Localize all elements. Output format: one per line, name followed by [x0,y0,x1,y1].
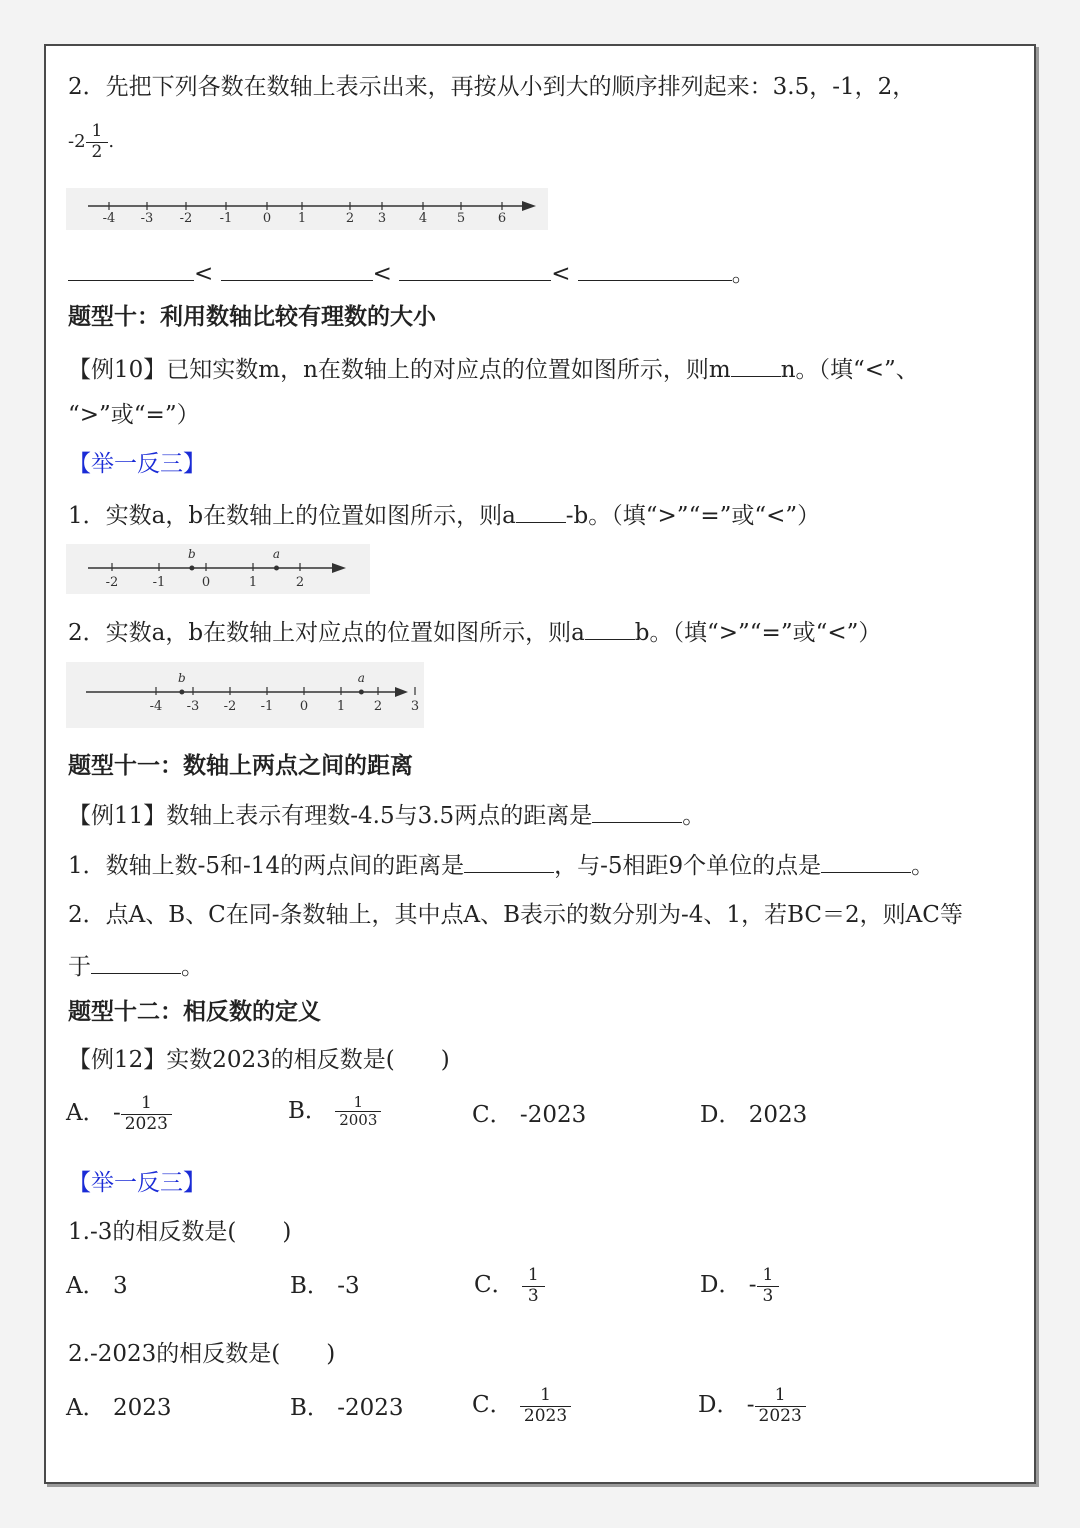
option-label: B． [290,1395,330,1421]
practice-1-question [68,502,820,528]
practice-1-blank[interactable] [516,502,566,523]
example-10-line-1 [68,356,919,382]
point-b-marker [189,566,194,571]
fraction-denominator: 2023 [523,1405,568,1426]
question-11-2-line-1: 2．点A、B、C在同-条数轴上，其中点A、B表示的数分别为-4、1，若BC＝2，则AC等 [68,902,963,928]
point-b-label: b [178,671,186,685]
axis-tick-label: 5 [456,211,466,226]
option-label: B． [290,1273,330,1299]
number-line-3 [66,662,424,728]
distance-blank[interactable] [464,852,554,873]
point-a-marker [274,566,279,571]
minus-sign: - [746,1392,755,1419]
axis-tick-label: -4 [102,211,116,226]
question-11-2-line-2 [68,953,204,979]
axis-tick-label: -2 [105,575,119,590]
fraction-numerator: 1 [86,122,109,143]
option-label: B． [288,1097,328,1124]
axis-tick-label: 2 [345,211,355,226]
example-12-option-b[interactable] [288,1094,381,1130]
question-11-2-text: 于 [68,954,91,980]
axis-tick-label: -4 [149,699,163,714]
axis-tick-label: 1 [336,699,346,714]
axis-tick-label: -2 [179,211,193,226]
axis-tick-label: -1 [152,575,166,590]
practice-heading: 【举一反三】 [68,1170,206,1196]
question-12-1-option-a[interactable] [66,1275,128,1298]
practice-2-blank[interactable] [585,619,635,640]
number-line-1 [66,188,548,230]
option-label: A． [66,1273,106,1299]
fraction [121,1094,172,1134]
option-label: C． [472,1102,513,1128]
fraction [520,1386,571,1426]
fraction-tail: . [108,131,115,153]
section-heading-11: 题型十一：数轴上两点之间的距离 [68,752,413,779]
question-12-1-option-d[interactable] [700,1266,779,1306]
example-10-text-tail: n。（填“<”、 [780,357,919,383]
point-b-marker [179,690,184,695]
fraction [335,1094,381,1130]
ac-blank[interactable] [91,953,181,974]
practice-2-question [68,619,881,645]
section-heading-12: 题型十二：相反数的定义 [68,998,321,1025]
axis-tick-label: -1 [260,699,274,714]
question-12-2: 2.-2023的相反数是( ) [68,1341,336,1367]
example-11-text: 【例11】数轴上表示有理数-4.5与3.5两点的距离是 [68,803,593,829]
practice-heading: 【举一反三】 [68,451,206,477]
axis-tick-label: 1 [248,575,258,590]
order-blank-1[interactable] [68,260,194,281]
fraction-numerator: 1 [520,1386,571,1407]
fraction-numerator: 1 [121,1094,172,1115]
less-than-sign: < [551,261,571,287]
example-12-option-a[interactable] [66,1094,172,1134]
less-than-sign: < [372,261,392,287]
axis-tick-label: 0 [201,575,211,590]
axis-tick-label: 4 [418,211,428,226]
question-11-1-text: 1．数轴上数-5和-14的两点间的距离是 [68,853,465,879]
option-label: A． [66,1100,106,1127]
fraction-denominator: 3 [527,1285,539,1306]
axis-tick-label: 1 [297,211,307,226]
option-label: C． [472,1392,513,1419]
question-12-1-option-c[interactable] [474,1266,545,1306]
practice-2-text: 2．实数a，b在数轴上对应点的位置如图所示，则a [68,620,585,646]
fraction-denominator: 2023 [758,1405,802,1426]
question-11-1-text-mid: ，与-5相距9个单位的点是 [554,853,822,879]
fraction-numerator: 1 [522,1266,545,1287]
option-label: A． [66,1395,106,1421]
option-label: D． [700,1102,742,1128]
question-12-2-option-c[interactable] [472,1386,571,1426]
practice-1-text: 1．实数a，b在数轴上的位置如图所示，则a [68,503,516,529]
fraction-numerator: 1 [335,1094,381,1112]
fraction-numerator: 1 [757,1266,780,1287]
fraction-numerator: 1 [755,1386,806,1407]
option-label: C． [474,1272,515,1299]
question-12-1: 1.-3的相反数是( ) [68,1219,292,1245]
example-10-blank[interactable] [731,356,781,377]
option-label: D． [698,1392,740,1419]
axis-tick-label: -2 [223,699,237,714]
point-blank[interactable] [821,852,911,873]
less-than-sign: < [194,261,214,287]
minus-sign: - [748,1272,757,1299]
example-10-text: 【例10】已知实数m，n在数轴上的对应点的位置如图所示，则m [68,357,731,383]
axis-tick-label: 3 [377,211,387,226]
question-12-2-option-b[interactable] [290,1397,404,1420]
order-blank-4[interactable] [578,260,732,281]
point-a-label: a [272,547,281,561]
fraction [757,1266,780,1306]
fraction-denominator: 2023 [124,1113,168,1134]
period: 。 [181,954,204,980]
option-value: -2023 [337,1395,404,1421]
axis-tick-label: 2 [373,699,383,714]
fraction-denominator: 3 [762,1285,774,1306]
order-blank-2[interactable] [221,260,373,281]
fraction [522,1266,545,1306]
option-value: -2023 [519,1102,587,1128]
order-blank-3[interactable] [399,260,551,281]
example-11-blank[interactable] [592,802,682,823]
axis-tick-label: -3 [140,211,154,226]
worksheet-page [44,44,1036,1484]
point-a-label: a [357,671,365,685]
mixed-fraction-neg-2-1-2 [68,122,114,162]
question-12-1-option-b[interactable] [290,1275,360,1298]
axis-tick-label: -1 [219,211,233,226]
fraction-denominator: 2003 [339,1111,378,1130]
option-value: 2023 [748,1102,808,1128]
axis-tick-label: 2 [295,575,305,590]
question-11-1 [68,852,934,878]
number-line-2 [66,544,370,594]
example-12-option-c[interactable] [472,1104,586,1127]
fraction [86,122,109,162]
practice-1-text-tail: -b。（填“>”“=”或“<”） [565,503,821,529]
point-b-label: b [188,547,196,561]
axis-tick-label: 6 [497,211,507,226]
example-12-option-d[interactable] [700,1104,807,1127]
fraction [755,1386,806,1426]
practice-2-text-tail: b。（填“>”“=”或“<”） [634,620,882,646]
question-2-text: 2．先把下列各数在数轴上表示出来，再按从小到大的顺序排列起来：3.5，-1，2， [68,74,916,100]
period: 。 [682,803,706,829]
period: 。 [731,261,755,287]
question-12-2-option-d[interactable] [698,1386,806,1426]
axis-tick-label: 0 [299,699,309,714]
option-value: 2023 [112,1395,172,1421]
ordering-answer-row [68,260,755,286]
option-label: D． [700,1272,742,1299]
example-11 [68,802,705,828]
axis-tick-label: 3 [410,699,420,714]
period: 。 [911,853,935,879]
fraction-denominator: 2 [91,141,103,162]
example-10-line-2: “>”或“=”） [68,402,200,428]
example-12-question: 【例12】实数2023的相反数是( ) [68,1047,450,1073]
fraction-whole: -2 [68,131,86,153]
option-value: -3 [337,1273,360,1299]
minus-sign: - [112,1100,121,1127]
option-value: 3 [112,1273,128,1299]
question-12-2-option-a[interactable] [66,1397,171,1420]
section-heading-10: 题型十：利用数轴比较有理数的大小 [68,303,436,330]
point-a-marker [359,690,364,695]
axis-tick-label: -3 [186,699,200,714]
axis-tick-label: 0 [262,211,272,226]
